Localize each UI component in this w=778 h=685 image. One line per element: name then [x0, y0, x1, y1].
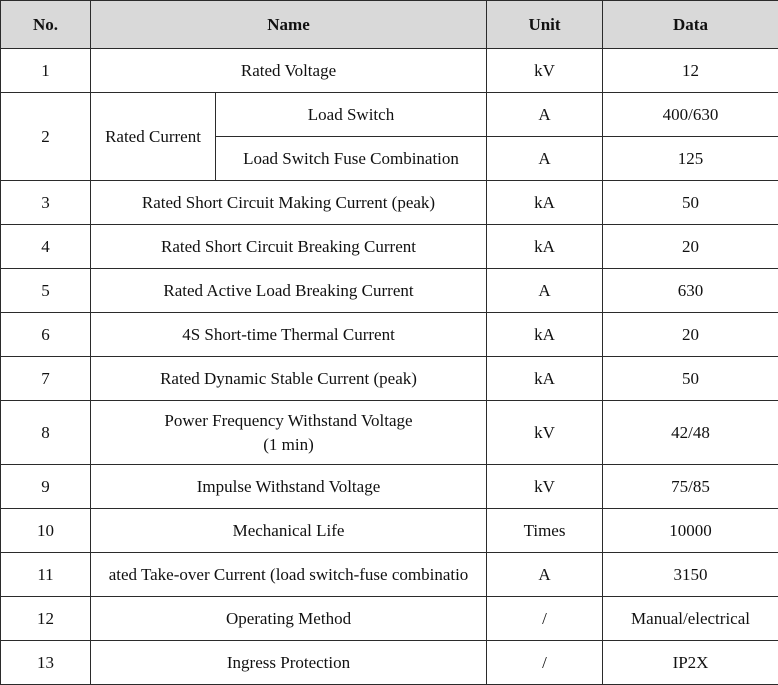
- cell-name: [91, 401, 487, 465]
- cell-no: 8: [1, 401, 91, 465]
- header-unit: Unit: [487, 1, 603, 49]
- cell-data: 125: [603, 137, 778, 181]
- cell-no: 11: [1, 553, 91, 597]
- cell-data: 42/48: [603, 401, 778, 465]
- cell-name: Rated Voltage: [91, 49, 487, 93]
- table-row: [1, 401, 778, 465]
- cell-unit: kV: [487, 401, 603, 465]
- cell-name: Rated Active Load Breaking Current: [91, 269, 487, 313]
- cell-unit: kV: [487, 49, 603, 93]
- cell-unit: A: [487, 269, 603, 313]
- cell-no: 13: [1, 641, 91, 685]
- cell-data: 20: [603, 225, 778, 269]
- header-no: No.: [1, 1, 91, 49]
- cell-no: 5: [1, 269, 91, 313]
- cell-unit: kA: [487, 357, 603, 401]
- table-row: [1, 181, 778, 225]
- cell-no: 12: [1, 597, 91, 641]
- cell-no: 7: [1, 357, 91, 401]
- cell-data: 3150: [603, 553, 778, 597]
- cell-subname: Load Switch Fuse Combination: [216, 137, 487, 181]
- table-row: [1, 269, 778, 313]
- cell-unit: A: [487, 93, 603, 137]
- cell-unit: /: [487, 597, 603, 641]
- table-row: [1, 225, 778, 269]
- cell-data: 50: [603, 181, 778, 225]
- cell-name: Mechanical Life: [91, 509, 487, 553]
- table-row: [1, 357, 778, 401]
- cell-data: IP2X: [603, 641, 778, 685]
- cell-unit: A: [487, 553, 603, 597]
- cell-unit: kA: [487, 225, 603, 269]
- cell-group-name: Rated Current: [91, 93, 216, 181]
- cell-data: 12: [603, 49, 778, 93]
- table-row: [1, 465, 778, 509]
- table-row: [1, 49, 778, 93]
- cell-name: Rated Short Circuit Making Current (peak): [91, 181, 487, 225]
- cell-unit: Times: [487, 509, 603, 553]
- cell-data: 10000: [603, 509, 778, 553]
- table-row: [1, 93, 778, 137]
- cell-data: 50: [603, 357, 778, 401]
- cell-unit: kV: [487, 465, 603, 509]
- cell-data: Manual/electrical: [603, 597, 778, 641]
- header-data: Data: [603, 1, 778, 49]
- cell-unit: kA: [487, 181, 603, 225]
- cell-no: 9: [1, 465, 91, 509]
- cell-no: 10: [1, 509, 91, 553]
- cell-no: 6: [1, 313, 91, 357]
- header-name: Name: [91, 1, 487, 49]
- cell-no: 2: [1, 93, 91, 181]
- cell-unit: kA: [487, 313, 603, 357]
- cell-no: 4: [1, 225, 91, 269]
- cell-name: Ingress Protection: [91, 641, 487, 685]
- cell-name-line1: Power Frequency Withstand Voltage: [164, 410, 413, 430]
- cell-name: 4S Short-time Thermal Current: [91, 313, 487, 357]
- table-row: [1, 509, 778, 553]
- cell-name-text: ated Take-over Current (load switch-fuse combinatio: [108, 564, 469, 584]
- cell-data: 400/630: [603, 93, 778, 137]
- table-row: [1, 641, 778, 685]
- table-row: [1, 553, 778, 597]
- cell-unit: /: [487, 641, 603, 685]
- cell-subname: Load Switch: [216, 93, 487, 137]
- header-row: [1, 1, 778, 49]
- cell-name: Impulse Withstand Voltage: [91, 465, 487, 509]
- cell-no: 1: [1, 49, 91, 93]
- cell-data: 75/85: [603, 465, 778, 509]
- cell-data: 630: [603, 269, 778, 313]
- cell-unit: A: [487, 137, 603, 181]
- cell-name: Rated Dynamic Stable Current (peak): [91, 357, 487, 401]
- cell-name: Operating Method: [91, 597, 487, 641]
- cell-name: Rated Short Circuit Breaking Current: [91, 225, 487, 269]
- cell-name: [91, 553, 487, 597]
- cell-name-line2: (1 min): [263, 434, 314, 454]
- table-row: [1, 597, 778, 641]
- cell-data: 20: [603, 313, 778, 357]
- table-row: [1, 313, 778, 357]
- cell-no: 3: [1, 181, 91, 225]
